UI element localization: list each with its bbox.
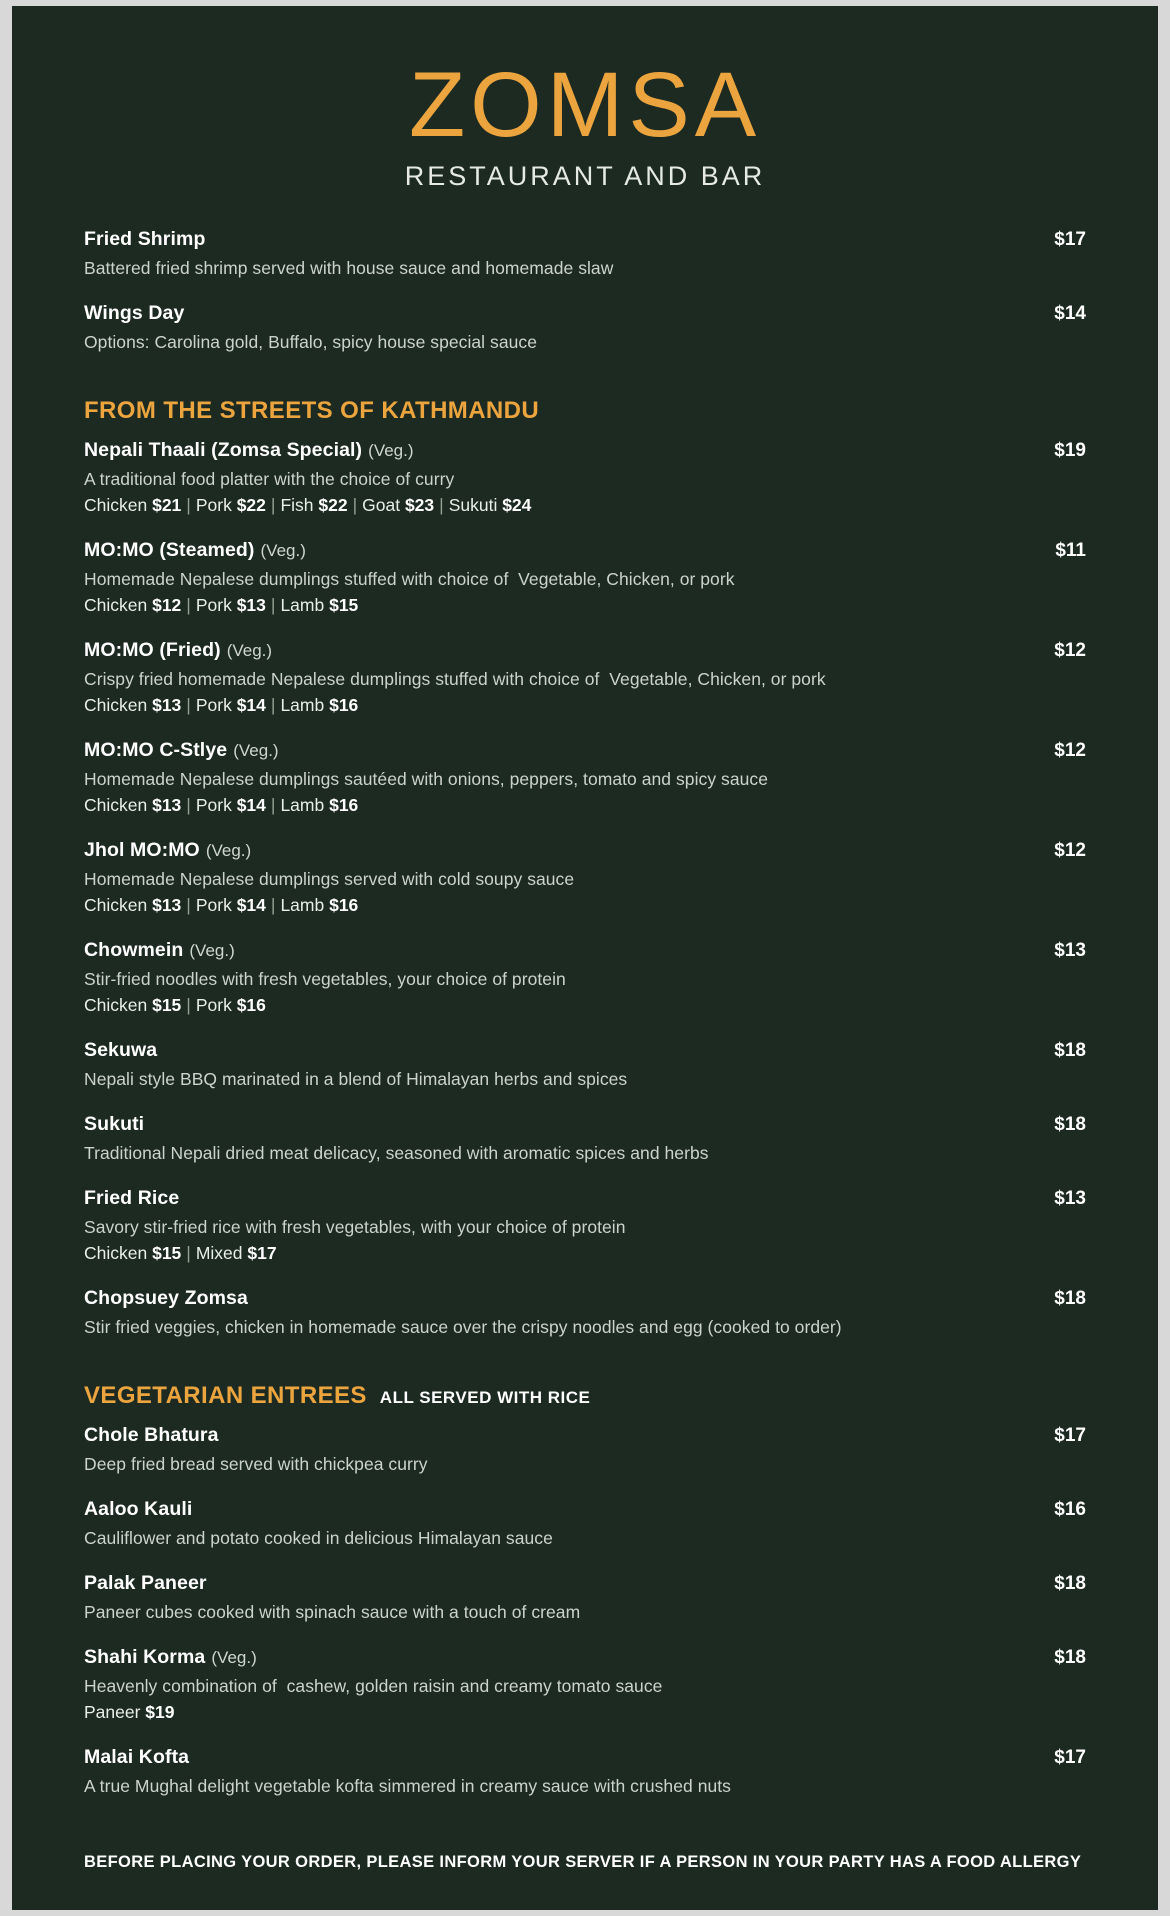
menu-item-header — [84, 228, 1086, 251]
menu-item-price: $13 — [1054, 1188, 1086, 1210]
menu-item — [84, 1039, 1086, 1090]
menu-item-options — [84, 795, 1086, 816]
menu-item-price: $12 — [1054, 640, 1086, 662]
menu-item-description: Homemade Nepalese dumplings sautéed with onions, peppers, tomato and spicy sauce — [84, 769, 768, 790]
option-price: $15 — [152, 995, 182, 1016]
option-label: Chicken — [84, 995, 153, 1016]
option-label: Fish — [280, 495, 319, 516]
menu-item-name-wrap — [84, 1646, 257, 1669]
menu-item-description: Crispy fried homemade Nepalese dumplings stuffed with choice of Vegetable, Chicken, or pork — [84, 669, 826, 690]
option-separator: | — [186, 1243, 191, 1264]
menu-item-price: $18 — [1054, 1114, 1086, 1136]
menu-item-price: $12 — [1054, 740, 1086, 762]
menu-item-price: $18 — [1054, 1573, 1086, 1595]
option-separator: | — [270, 895, 276, 916]
menu-item-price: $19 — [1054, 440, 1086, 462]
menu-item-description: Deep fried bread served with chickpea curry — [84, 1454, 428, 1475]
menu-item-description: Homemade Nepalese dumplings served with cold soupy sauce — [84, 869, 575, 890]
option-price: $19 — [145, 1702, 175, 1723]
menu-item-price: $18 — [1054, 1040, 1086, 1062]
option-label: Chicken — [84, 695, 153, 716]
menu-item-options — [84, 595, 1086, 616]
menu-item-name-wrap — [84, 439, 414, 462]
brand-header — [12, 6, 1158, 192]
menu-item-description: Battered fried shrimp served with house sauce and homemade slaw — [84, 258, 614, 279]
menu-item-options — [84, 695, 1086, 716]
option-label: Pork — [195, 495, 237, 516]
option-label: Chicken — [84, 895, 153, 916]
menu-item-name-wrap — [84, 1113, 144, 1136]
menu-item-header — [84, 639, 1086, 662]
menu-item — [84, 1746, 1086, 1797]
menu-item-header — [84, 739, 1086, 762]
menu-item-name-wrap — [84, 639, 272, 662]
option-price: $22 — [318, 495, 348, 516]
option-separator: | — [352, 495, 358, 516]
menu-item-header — [84, 1646, 1086, 1669]
option-price: $21 — [152, 495, 182, 516]
option-price: $23 — [404, 495, 435, 516]
option-price: $16 — [329, 895, 359, 916]
menu-item-name: Malai Kofta — [84, 1746, 190, 1769]
brand-tagline: RESTAURANT AND BAR — [404, 161, 766, 192]
option-price: $14 — [236, 795, 266, 816]
option-separator: | — [439, 495, 444, 516]
option-label: Chicken — [84, 495, 153, 516]
option-label: Pork — [195, 595, 237, 616]
menu-item-header — [84, 1424, 1086, 1447]
menu-item-name-wrap — [84, 539, 306, 562]
menu-item-veg-tag: (Veg.) — [233, 741, 279, 761]
menu-item-name-wrap — [84, 1287, 248, 1310]
option-label: Pork — [195, 795, 237, 816]
menu-item-description: A traditional food platter with the choice of curry — [84, 469, 455, 490]
menu-item-options — [84, 1243, 1086, 1264]
menu-item — [84, 1646, 1086, 1723]
menu-item-price: $14 — [1054, 303, 1086, 325]
menu-item-price: $13 — [1054, 940, 1086, 962]
menu-item-header — [84, 1746, 1086, 1769]
menu-item-name: Sukuti — [84, 1113, 145, 1136]
menu-item-veg-tag: (Veg.) — [368, 441, 414, 461]
menu-item-options — [84, 1702, 1086, 1723]
option-price: $15 — [152, 1243, 182, 1264]
menu-item-description: Homemade Nepalese dumplings stuffed with choice of Vegetable, Chicken, or pork — [84, 569, 735, 590]
menu-item-name-wrap — [84, 228, 205, 251]
option-price: $24 — [502, 495, 532, 516]
menu-item-name: Fried Rice — [84, 1187, 180, 1210]
option-label: Mixed — [195, 1243, 248, 1264]
menu-item — [84, 739, 1086, 816]
menu-item-name: Aaloo Kauli — [84, 1498, 193, 1521]
menu-item-name: Wings Day — [84, 302, 185, 325]
menu-item-header — [84, 1039, 1086, 1062]
menu-item-price: $18 — [1054, 1647, 1086, 1669]
menu-item-price: $17 — [1054, 229, 1086, 251]
menu-item-veg-tag: (Veg.) — [211, 1648, 257, 1668]
brand-logo: ZOMSA — [408, 54, 762, 156]
menu-item — [84, 1113, 1086, 1164]
menu-page — [12, 6, 1158, 1910]
menu-item-description: Options: Carolina gold, Buffalo, spicy house special sauce — [84, 332, 537, 353]
option-label: Lamb — [280, 795, 330, 816]
option-separator: | — [270, 795, 276, 816]
option-price: $14 — [236, 695, 266, 716]
menu-item — [84, 1187, 1086, 1264]
menu-item-name: Fried Shrimp — [84, 228, 206, 251]
menu-item-header — [84, 939, 1086, 962]
option-price: $13 — [152, 795, 182, 816]
menu-item — [84, 228, 1086, 279]
option-price: $16 — [329, 695, 359, 716]
menu-item-description: Cauliflower and potato cooked in delicious Himalayan sauce — [84, 1528, 553, 1549]
menu-item-name: MO:MO (Fried) — [84, 639, 221, 662]
allergy-notice: BEFORE PLACING YOUR ORDER, PLEASE INFORM YOUR SERVER IF A PERSON IN YOUR PARTY HAS A FOOD ALLERGY — [84, 1853, 1082, 1872]
section-subtitle: ALL SERVED WITH RICE — [379, 1388, 591, 1408]
menu-item-description: Savory stir-fried rice with fresh vegetables, with your choice of protein — [84, 1217, 626, 1238]
menu-item-description: Heavenly combination of cashew, golden raisin and creamy tomato sauce — [84, 1676, 663, 1697]
option-separator: | — [270, 595, 276, 616]
menu-item-price: $11 — [1055, 540, 1086, 562]
option-price: $17 — [247, 1243, 277, 1264]
menu-item-header — [84, 1572, 1086, 1595]
option-label: Pork — [195, 995, 237, 1016]
menu-item-veg-tag: (Veg.) — [189, 941, 235, 961]
menu-item-price: $18 — [1054, 1288, 1086, 1310]
menu-item-name-wrap — [84, 939, 235, 962]
option-label: Pork — [195, 695, 237, 716]
section-title: VEGETARIAN ENTREES — [84, 1382, 367, 1410]
menu-item-name-wrap — [84, 1039, 157, 1062]
menu-item-name: Nepali Thaali (Zomsa Special) — [84, 439, 363, 462]
menu-item-veg-tag: (Veg.) — [226, 641, 273, 661]
menu-item-name-wrap — [84, 839, 251, 862]
menu-item-name-wrap — [84, 302, 184, 325]
menu-item-header — [84, 539, 1086, 562]
menu-item-price: $12 — [1054, 840, 1086, 862]
menu-item — [84, 439, 1086, 516]
menu-item-header — [84, 439, 1086, 462]
menu-item-header — [84, 1287, 1086, 1310]
menu-item-name-wrap — [84, 739, 279, 762]
menu-item-price: $17 — [1054, 1425, 1086, 1447]
menu-item — [84, 639, 1086, 716]
option-label: Lamb — [280, 895, 330, 916]
menu-item-name: Sekuwa — [84, 1039, 158, 1062]
menu-item — [84, 1572, 1086, 1623]
option-label: Lamb — [280, 595, 330, 616]
menu-item-header — [84, 1498, 1086, 1521]
menu-item — [84, 939, 1086, 1016]
menu-item-options — [84, 895, 1086, 916]
option-price: $13 — [236, 595, 266, 616]
menu-item-name: Jhol MO:MO — [84, 839, 200, 862]
menu-item-options — [84, 495, 1086, 516]
option-separator: | — [186, 895, 191, 916]
menu-item-description: Stir fried veggies, chicken in homemade sauce over the crispy noodles and egg (cooked to order) — [84, 1317, 842, 1338]
option-separator: | — [270, 495, 276, 516]
option-label: Pork — [195, 895, 237, 916]
menu-item — [84, 1424, 1086, 1475]
section-title: FROM THE STREETS OF KATHMANDU — [84, 397, 540, 425]
menu-item — [84, 302, 1086, 353]
menu-item-description: Nepali style BBQ marinated in a blend of Himalayan herbs and spices — [84, 1069, 628, 1090]
option-separator: | — [186, 695, 191, 716]
option-separator: | — [270, 695, 276, 716]
menu-item-name: Chopsuey Zomsa — [84, 1287, 248, 1310]
menu-item-name-wrap — [84, 1746, 189, 1769]
menu-item-options — [84, 995, 1086, 1016]
menu-item-price: $17 — [1054, 1747, 1086, 1769]
option-price: $15 — [329, 595, 359, 616]
menu-item-name-wrap — [84, 1572, 207, 1595]
menu-item-description: A true Mughal delight vegetable kofta simmered in creamy sauce with crushed nuts — [84, 1776, 731, 1797]
option-price: $13 — [152, 895, 182, 916]
menu-item-name: MO:MO C-Stlye — [84, 739, 228, 762]
option-label: Chicken — [84, 595, 153, 616]
option-label: Sukuti — [448, 495, 503, 516]
menu-item-veg-tag: (Veg.) — [260, 541, 306, 561]
menu-item-price: $16 — [1054, 1499, 1086, 1521]
menu-item-name: MO:MO (Steamed) — [84, 539, 255, 562]
menu-item-name-wrap — [84, 1187, 179, 1210]
menu-list — [84, 192, 1086, 1797]
menu-item — [84, 1287, 1086, 1338]
menu-item-name: Shahi Korma — [84, 1646, 206, 1669]
menu-item-name-wrap — [84, 1424, 219, 1447]
menu-item — [84, 1498, 1086, 1549]
menu-section-header — [84, 397, 1086, 425]
menu-item-header — [84, 839, 1086, 862]
option-label: Chicken — [84, 795, 153, 816]
option-price: $13 — [152, 695, 182, 716]
option-price: $22 — [236, 495, 266, 516]
menu-item-description: Traditional Nepali dried meat delicacy, seasoned with aromatic spices and herbs — [84, 1143, 709, 1164]
menu-item — [84, 839, 1086, 916]
option-label: Chicken — [84, 1243, 153, 1264]
option-separator: | — [186, 995, 191, 1016]
option-price: $14 — [236, 895, 266, 916]
option-separator: | — [186, 795, 191, 816]
menu-item — [84, 539, 1086, 616]
menu-item-description: Paneer cubes cooked with spinach sauce with a touch of cream — [84, 1602, 581, 1623]
option-price: $16 — [329, 795, 359, 816]
menu-item-name: Chole Bhatura — [84, 1424, 219, 1447]
menu-item-header — [84, 1113, 1086, 1136]
menu-section-header — [84, 1382, 1086, 1410]
option-price: $16 — [236, 995, 266, 1016]
option-label: Paneer — [84, 1702, 146, 1723]
menu-item-header — [84, 1187, 1086, 1210]
menu-item-header — [84, 302, 1086, 325]
menu-item-name: Chowmein — [84, 939, 184, 962]
menu-item-name: Palak Paneer — [84, 1572, 207, 1595]
menu-item-name-wrap — [84, 1498, 192, 1521]
menu-item-description: Stir-fried noodles with fresh vegetables, your choice of protein — [84, 969, 566, 990]
option-separator: | — [186, 595, 191, 616]
option-label: Goat — [362, 495, 405, 516]
option-label: Lamb — [280, 695, 330, 716]
option-separator: | — [186, 495, 191, 516]
option-price: $12 — [152, 595, 182, 616]
menu-item-veg-tag: (Veg.) — [205, 841, 252, 861]
